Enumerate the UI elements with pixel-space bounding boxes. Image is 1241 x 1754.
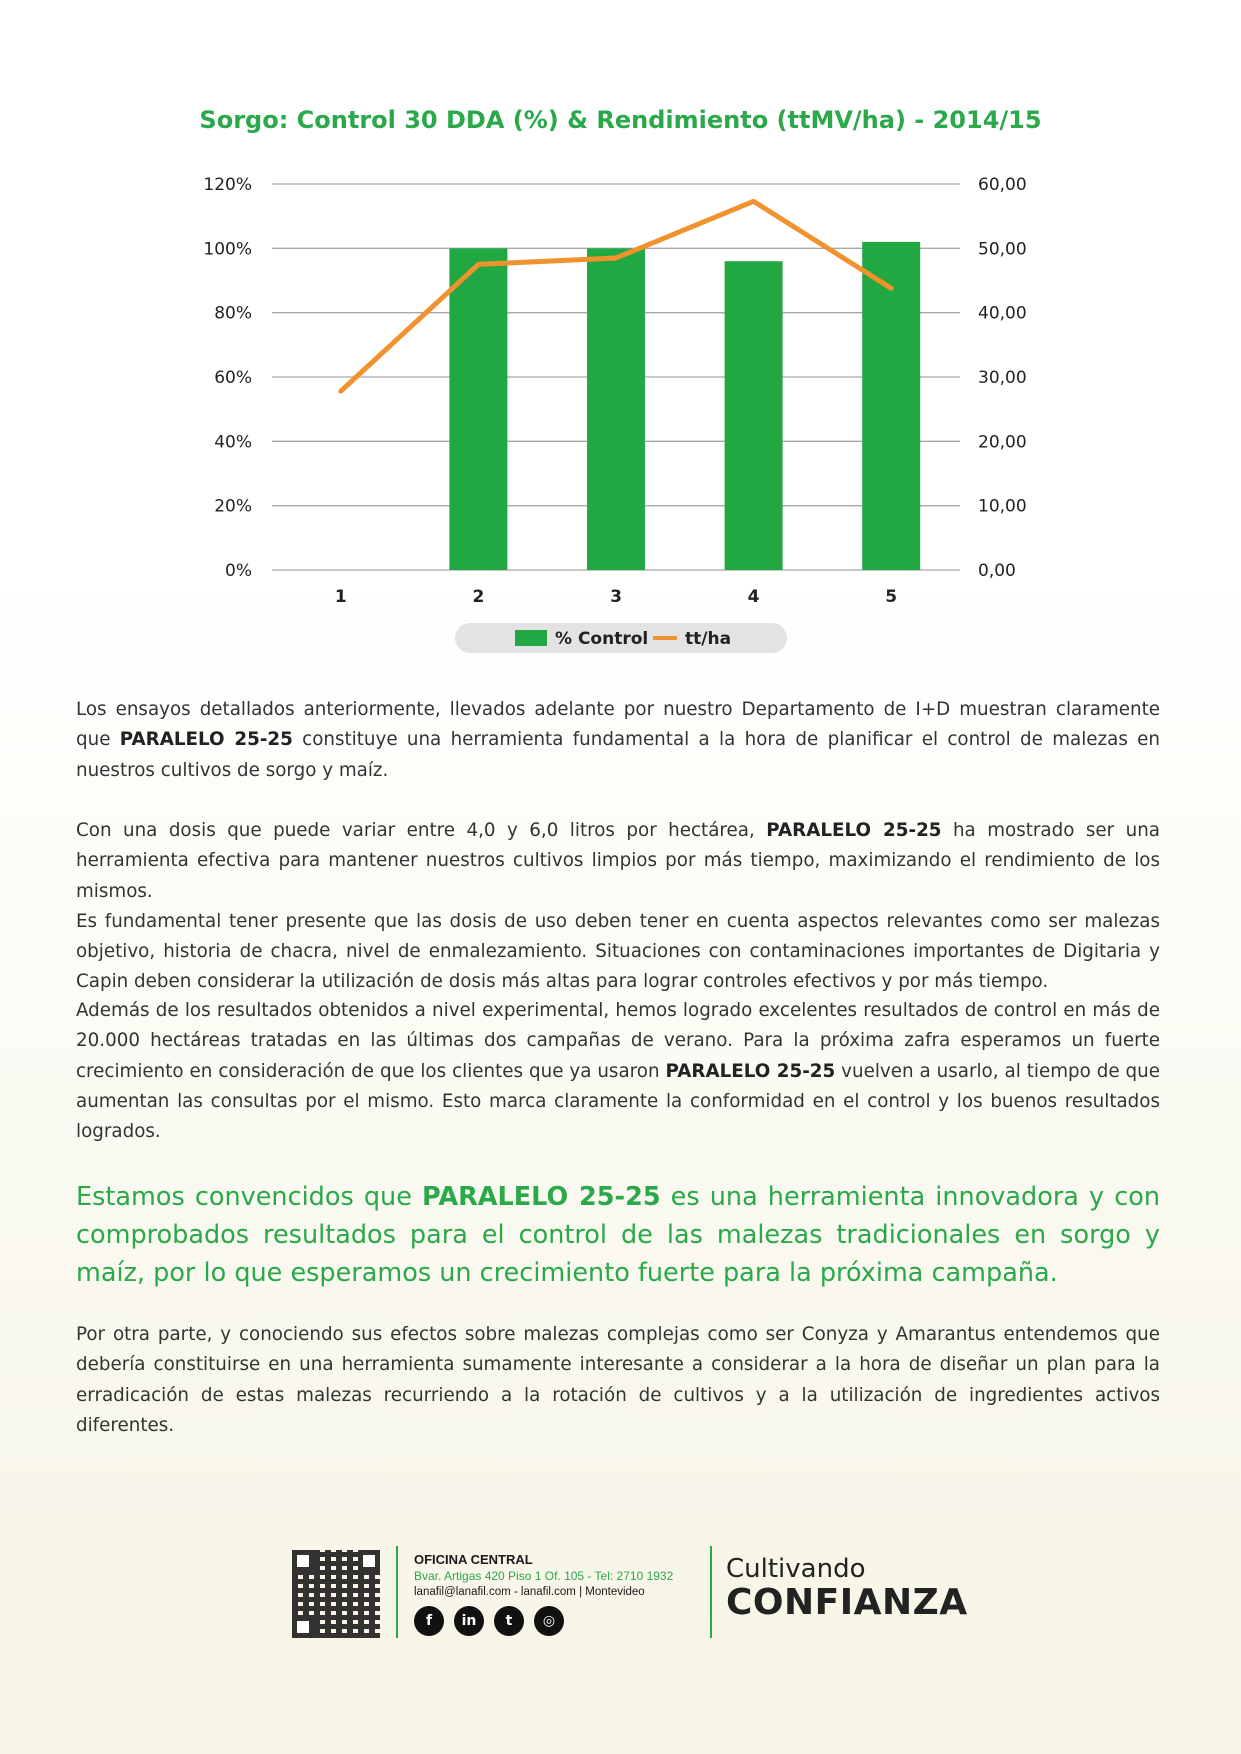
legend-label-tt-ha: tt/ha [685,629,732,649]
y-left-tick-label: 20% [214,496,252,517]
x-tick-label: 2 [472,587,485,607]
text-run: Es fundamental tener presente que las dosis de uso deben tener en cuenta aspectos relevantes como ser malezas objetivo, historia de chacra, nivel de enmalezamiento. Situaciones con contaminaciones importantes de Digitaria y Capin deben considerar la utilización de dosis más altas para lograr controles efectivos y por más tiempo. [76,910,1160,993]
text-run: Además de los resultados obtenidos a nivel experimental, hemos logrado excelentes resultados de control en más de 20.000 hectáreas tratadas en las últimas dos campañas de verano. Para la próxima zafra esperamos un fuerte crecimiento en consideración de que los clientes que ya usaron [76,1000,1160,1082]
y-right-tick-label: 60,00 [978,175,1027,195]
product-name: PARALELO 25-25 [422,1182,661,1212]
text-run: Estamos convencidos que [76,1182,422,1212]
bar-control [449,248,507,570]
bar-control [862,242,920,570]
linkedin-icon[interactable]: in [454,1606,484,1636]
text-run: Por otra parte, y conociendo sus efectos sobre malezas complejas como ser Conyza y Amarantus entendemos que debería constituirse en una herramienta sumamente interesante a considerar a la hora de diseñar un plan para la erradicación de estas malezas recurriendo a la rotación de cultivos y a la utilización de ingredientes activos diferentes. [76,1324,1160,1436]
y-left-tick-label: 120% [203,175,252,195]
y-left-tick-label: 60% [214,368,252,388]
text-run: es una herramienta innovadora y con comprobados resultados para el control de las malezas tradicionales en sorgo y maíz, por lo que esperamos un crecimiento fuerte para la próxima campaña. [76,1182,1161,1288]
bar-control [587,248,645,570]
brand-line-2: CONFIANZA [726,1582,968,1623]
legend-swatch-control [515,630,547,646]
office-contact[interactable]: lanafil@lanafil.com - lanafil.com | Montevideo [414,1586,645,1598]
chart-title: Sorgo: Control 30 DDA (%) & Rendimiento (ttMV/ha) - 2014/15 [199,106,1042,134]
y-right-tick-label: 50,00 [978,239,1027,260]
y-left-tick-label: 0% [225,561,252,581]
facebook-icon[interactable]: f [414,1606,444,1636]
x-tick-label: 4 [747,587,760,607]
combo-chart [180,160,1060,660]
brand-slogan [726,1554,968,1622]
text-run: ha mostrado ser una herramienta efectiva para mantener nuestros cultivos limpios por más tiempo, maximizando el rendimiento de los mismos. [76,820,1160,902]
y-right-tick-label: 40,00 [978,303,1027,324]
legend-label-control: % Control [555,629,649,649]
product-name: PARALELO 25-25 [119,729,293,751]
paragraph-conclusion [76,1320,1160,1441]
footer-divider-2 [710,1546,712,1638]
office-title: OFICINA CENTRAL [414,1552,533,1567]
text-run: Los ensayos detallados anteriormente, llevados adelante por nuestro Departamento de I+D muestran claramente que [76,699,1160,751]
y-right-tick-label: 0,00 [978,561,1016,581]
footer-divider [396,1546,398,1638]
office-address: Bvar. Artigas 420 Piso 1 Of. 105 - Tel: 2710 1932 [414,1569,674,1583]
office-info [414,1552,673,1600]
product-name: PARALELO 25-25 [665,1060,836,1082]
twitter-icon[interactable]: t [494,1606,524,1636]
y-right-tick-label: 30,00 [978,368,1027,388]
y-left-tick-label: 80% [214,303,252,324]
text-run: Con una dosis que puede variar entre 4,0 y 6,0 litros por hectárea, [76,820,767,841]
bar-control [725,261,783,570]
footer [292,1544,1012,1644]
brand-line-1: Cultivando [726,1554,866,1584]
text-run: vuelven a usarlo, al tiempo de que aumentan las consultas por el mismo. Esto marca claramente la conformidad en el control y los buenos resultados logrados. [76,1060,1160,1143]
x-tick-label: 5 [885,587,898,607]
product-name: PARALELO 25-25 [766,820,942,841]
highlight-statement [76,1178,1160,1292]
paragraph-intro [76,695,1160,786]
instagram-icon[interactable]: ◎ [534,1606,564,1636]
text-run: constituye una herramienta fundamental a la hora de planificar el control de malezas en nuestros cultivos de sorgo y maíz. [76,729,1160,781]
y-left-tick-label: 100% [203,239,252,260]
y-right-tick-label: 20,00 [978,432,1027,453]
y-right-tick-label: 10,00 [978,496,1027,517]
x-tick-label: 1 [334,587,347,607]
x-tick-label: 3 [610,587,622,607]
paragraph-resultados [76,996,1160,1147]
paragraph-dosis [76,816,1160,998]
y-left-tick-label: 40% [214,432,252,453]
social-links [414,1606,564,1636]
qr-code[interactable] [292,1550,380,1638]
